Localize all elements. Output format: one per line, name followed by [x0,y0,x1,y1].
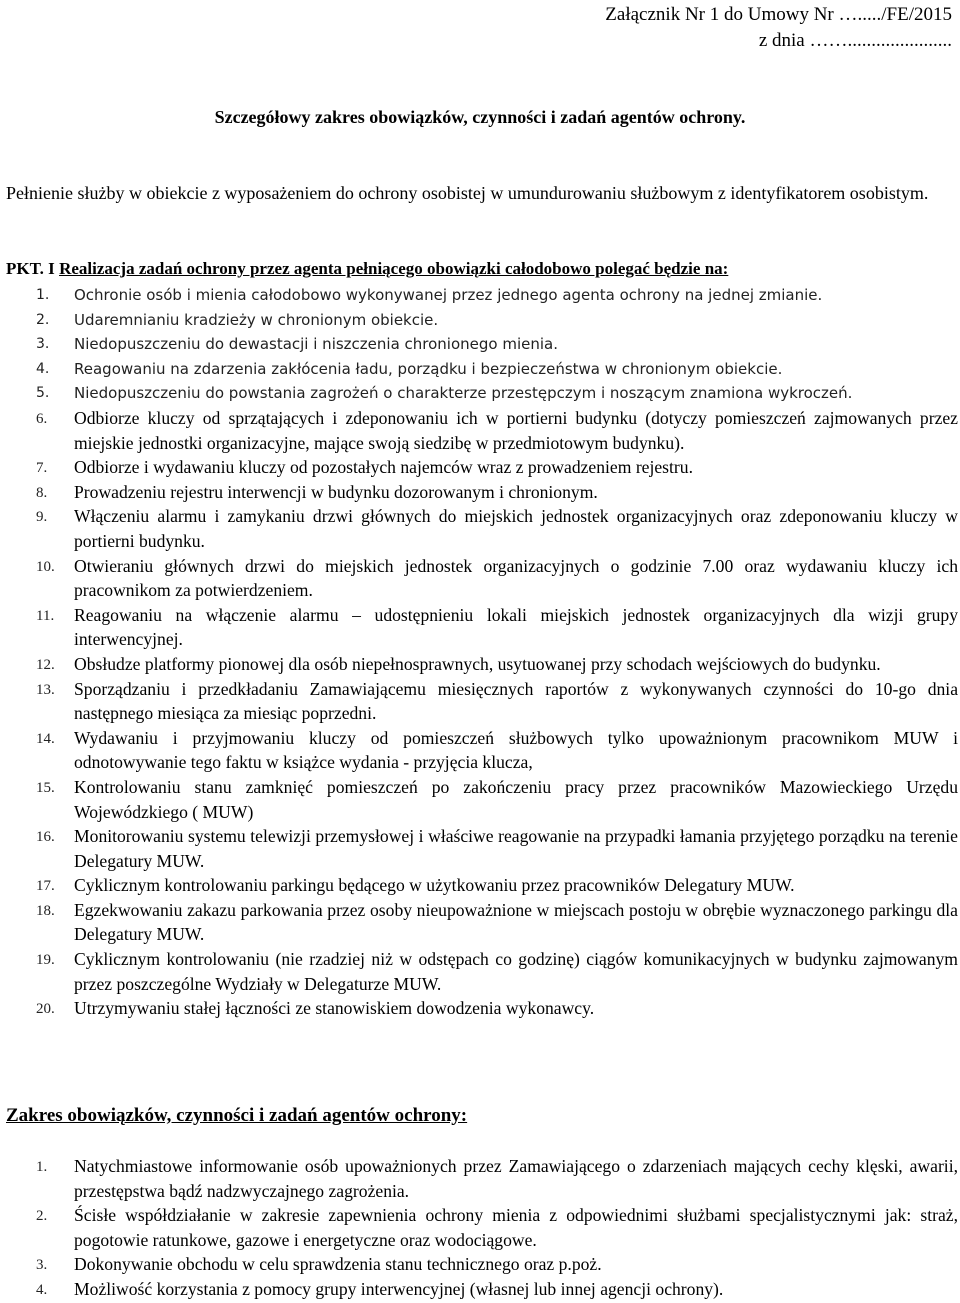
list-item-number: 3. [36,336,50,353]
list-item-number: 13. [36,681,55,698]
list-item [6,775,958,824]
list-item-text: Cyklicznym kontrolowaniu parkingu będącego w użytkowaniu przez pracowników Delegatury MUW. [74,875,795,896]
list-item-number: 19. [36,952,55,969]
list-item-number: 2. [36,311,50,328]
list-item [6,357,958,382]
list-item [6,947,958,996]
list-item-number: 1. [36,287,50,303]
list-item-number: 20. [36,1001,55,1018]
list-item [6,504,958,553]
list-item [6,873,958,898]
list-item-text: Ścisłe współdziałanie w zakresie zapewnienia ochrony mienia z odpowiednimi służbami specjalistycznymi jak: straż, pogotowie ratunkowe, gazowe i energetyczne oraz wodociągowe. [74,1205,958,1250]
list-item [6,480,958,505]
list-item-number: 1. [36,1159,48,1175]
list-item [6,824,958,873]
list-item-number: 12. [36,656,55,673]
list-item-text: Sporządzaniu i przedkładaniu Zamawiającemu miesięcznych raportów z wykonywanych czynności do 10-go dnia następnego miesiąca za miesiąc poprzedni. [74,678,958,724]
list-item-number: 2. [36,1208,48,1225]
list-item-text: Niedopuszczeniu do dewastacji i niszczenia chronionego mienia. [74,335,558,354]
list-item-text: Egzekwowaniu zakazu parkowania przez osoby nieupoważnione w miejscach postoju w obrębie wyznaczonego parkingu dla Delegatury MUW. [74,899,958,945]
list-item-number: 8. [36,484,48,501]
list-item-text: Obsłudze platformy pionowej dla osób niepełnosprawnych, usytuowanej przy schodach wejściowych do budynku. [74,653,881,674]
list-item-number: 16. [36,829,55,846]
list-item-text: Odbiorze kluczy od sprzątających i zdeponowaniu ich w portierni budynku (dotyczy pomieszczeń zajmowanych przez miejskie jednostki organizacyjne, mające swoją siedzibę w przedmiotowym budynku). [74,408,958,453]
list-item-number: 5. [36,385,50,402]
list-item [6,603,958,652]
list-item [6,1203,958,1252]
list-item-number: 15. [36,779,55,796]
list-item-text: Niedopuszczeniu do powstania zagrożeń o charakterze przestępczym i noszącym znamiona wykroczeń. [74,384,853,403]
list-item [6,726,958,775]
section-2-list [6,1154,958,1302]
list-item-text: Monitorowaniu systemu telewizji przemysłowej i właściwe reagowanie na przypadki łamania przyjętego porządku na terenie Delegatury MUW. [74,826,958,871]
list-item [6,898,958,947]
list-item-number: 9. [36,509,48,526]
section-1-prefix: PKT. I [6,259,60,278]
list-item-number: 6. [36,411,48,427]
section-2-heading: Zakres obowiązków, czynności i zadań agentów ochrony: [6,1105,468,1126]
list-item-text: Utrzymywaniu stałej łączności ze stanowiskiem dowodzenia wykonawcy. [74,998,595,1019]
section-1-heading [6,259,958,279]
list-item-number: 11. [36,607,55,624]
section-1-heading-text: Realizacja zadań ochrony przez agenta pełniącego obowiązki całodobowo polegać będzie na: [59,259,729,278]
list-item [6,308,958,333]
list-item [6,1154,958,1203]
list-item-text: Reagowaniu na zdarzenia zakłócenia ładu, porządku i bezpieczeństwa w chronionym obiekcie. [74,359,783,378]
list-item-text: Wydawaniu i przyjmowaniu kluczy od pomieszczeń służbowych tylko upoważnionym pracownikom MUW i odnotowywanie tego faktu w książce wydania - przyjęcia klucza, [74,727,958,773]
list-item [6,554,958,603]
list-item [6,283,958,308]
list-item-number: 7. [36,460,48,477]
list-item-number: 17. [36,878,55,895]
annex-reference: Załącznik Nr 1 do Umowy Nr …...../FE/2015 [605,4,952,25]
list-item-number: 10. [36,558,55,575]
intro-paragraph: Pełnienie służby w obiekcie z wyposażeniem do ochrony osobistej w umundurowaniu służbowym z identyfikatorem osobistym. [6,183,929,203]
list-item-text: Odbiorze i wydawaniu kluczy od pozostałych najemców wraz z prowadzeniem rejestru. [74,457,693,478]
list-item [6,1277,958,1302]
list-item-text: Włączeniu alarmu i zamykaniu drzwi głównych do miejskich jednostek organizacyjnych oraz zdeponowaniu kluczy w portierni budynku. [74,506,958,551]
list-item [6,455,958,480]
section-1-list-part-b [6,406,958,1021]
section-1-list-part-a [6,283,958,406]
list-item [6,381,958,406]
list-item [6,406,958,455]
list-item-number: 14. [36,730,55,747]
list-item-text: Ochronie osób i mienia całodobowo wykonywanej przez jednego agenta ochrony na jednej zmianie. [74,286,823,304]
list-item [6,677,958,726]
list-item-text: Natychmiastowe informowanie osób upoważnionych przez Zamawiającego o zdarzeniach mających cechy klęski, awarii, przestępstwa bądź nadzwyczajnego zagrożenia. [74,1156,958,1201]
list-item [6,652,958,677]
list-item-text: Kontrolowaniu stanu zamknięć pomieszczeń po zakończeniu pracy przez pracowników Mazowieckiego Urzędu Wojewódzkiego ( MUW) [74,776,958,822]
document-title: Szczegółowy zakres obowiązków, czynności i zadań agentów ochrony. [214,107,746,127]
document-header [605,2,952,54]
list-item-text: Udaremnianiu kradzieży w chronionym obiekcie. [74,310,439,329]
list-item-number: 4. [36,360,50,377]
list-item-number: 3. [36,1257,48,1274]
list-item [6,996,958,1021]
list-item-number: 4. [36,1281,48,1298]
list-item-text: Dokonywanie obchodu w celu sprawdzenia stanu technicznego oraz p.poż. [74,1254,602,1275]
list-item [6,1252,958,1277]
list-item-text: Cyklicznym kontrolowaniu (nie rzadziej niż w odstępach co godzinę) ciągów komunikacyjnych w budynku zajmowanym przez poszczególne Wydziały w Delegaturze MUW. [74,949,958,994]
list-item [6,332,958,357]
list-item-text: Otwieraniu głównych drzwi do miejskich jednostek organizacyjnych o godzinie 7.00 oraz wydawaniu kluczy ich pracownikom za potwierdzeniem. [74,555,958,601]
list-item-text: Prowadzeniu rejestru interwencji w budynku dozorowanym i chronionym. [74,481,598,502]
list-item-number: 18. [36,902,55,919]
annex-date: z dnia ……...................... [758,30,952,51]
list-item-text: Reagowaniu na włączenie alarmu – udostępnieniu lokali miejskich jednostek organizacyjnych dla wizji grupy interwencyjnej. [74,604,958,650]
list-item-text: Możliwość korzystania z pomocy grupy interwencyjnej (własnej lub innej agencji ochrony). [74,1278,724,1299]
